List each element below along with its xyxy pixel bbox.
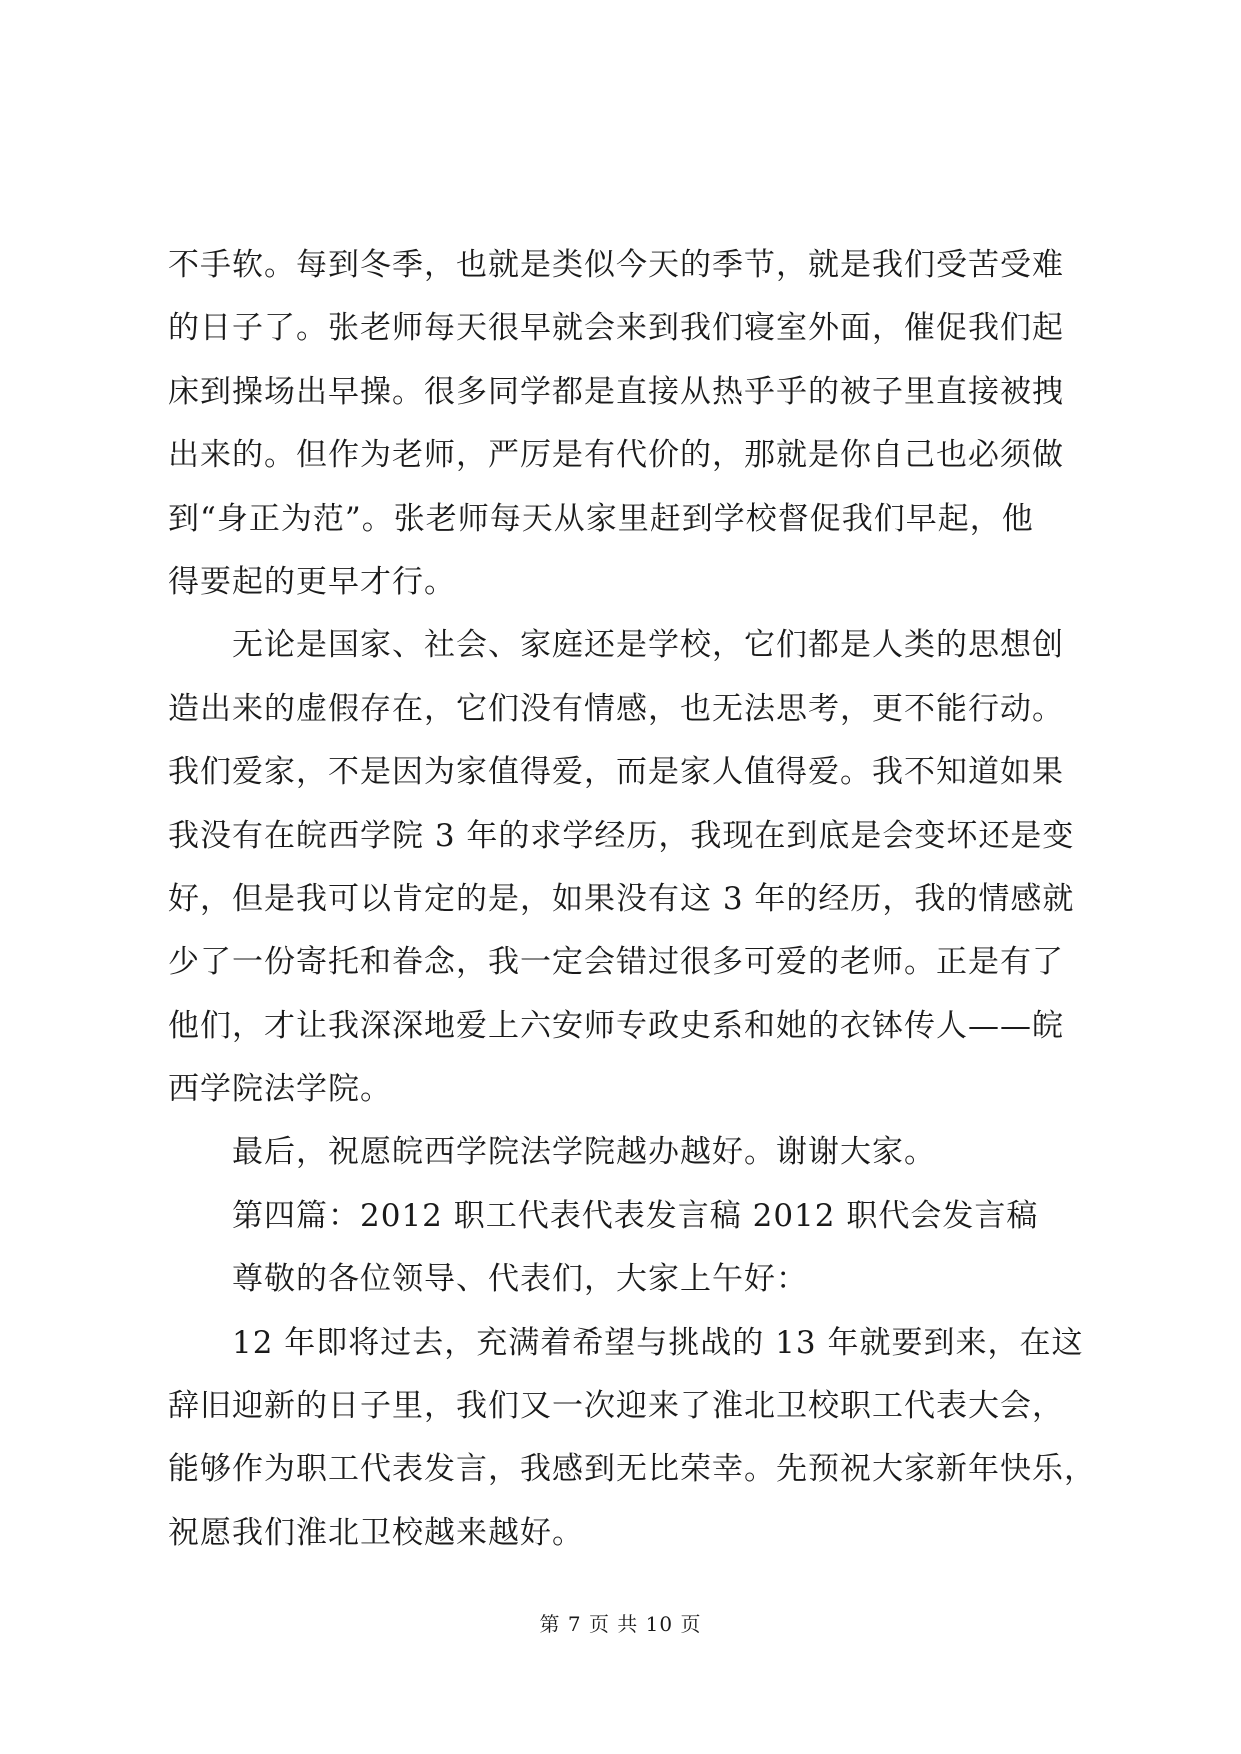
text-line: 造出来的虚假存在，它们没有情感，也无法思考，更不能行动。 xyxy=(168,690,1064,727)
text-line: 12 年即将过去，充满着希望与挑战的 13 年就要到来，在这 xyxy=(232,1324,1084,1361)
page-number: 第 7 页 共 10 页 xyxy=(539,1612,702,1636)
text-line: 出来的。但作为老师，严厉是有代价的，那就是你自己也必须做 xyxy=(168,437,1064,474)
text-line: 能够作为职工代表发言，我感到无比荣幸。先预祝大家新年快乐， xyxy=(168,1451,1096,1488)
text-line: 祝愿我们淮北卫校越来越好。 xyxy=(168,1514,584,1551)
text-line: 我们爱家，不是因为家值得爱，而是家人值得爱。我不知道如果 xyxy=(168,754,1064,791)
text-line: 他们，才让我深深地爱上六安师专政史系和她的衣钵传人——皖 xyxy=(168,1007,1064,1044)
document-body xyxy=(168,234,1096,1565)
text-line: 少了一份寄托和眷念，我一定会错过很多可爱的老师。正是有了 xyxy=(168,944,1064,981)
text-line: 最后，祝愿皖西学院法学院越办越好。谢谢大家。 xyxy=(232,1134,936,1171)
text-line: 床到操场出早操。很多同学都是直接从热乎乎的被子里直接被拽 xyxy=(168,373,1064,410)
text-line: 得要起的更早才行。 xyxy=(168,563,456,600)
text-line: 好，但是我可以肯定的是，如果没有这 3 年的经历，我的情感就 xyxy=(168,880,1075,917)
text-line: 无论是国家、社会、家庭还是学校，它们都是人类的思想创 xyxy=(232,627,1064,664)
text-line: 我没有在皖西学院 3 年的求学经历，我现在到底是会变坏还是变 xyxy=(168,817,1075,854)
text-line: 辞旧迎新的日子里，我们又一次迎来了淮北卫校职工代表大会， xyxy=(168,1388,1064,1425)
text-line: 西学院法学院。 xyxy=(168,1071,392,1108)
section-heading: 第四篇：2012 职工代表代表发言稿 2012 职代会发言稿 xyxy=(232,1197,1039,1234)
text-line: 到“身正为范”。张老师每天从家里赶到学校督促我们早起，他 xyxy=(168,500,1034,537)
text-line: 不手软。每到冬季，也就是类似今天的季节，就是我们受苦受难 xyxy=(168,247,1064,283)
text-line: 的日子了。张老师每天很早就会来到我们寝室外面，催促我们起 xyxy=(168,310,1064,347)
salutation: 尊敬的各位领导、代表们，大家上午好： xyxy=(232,1261,808,1298)
